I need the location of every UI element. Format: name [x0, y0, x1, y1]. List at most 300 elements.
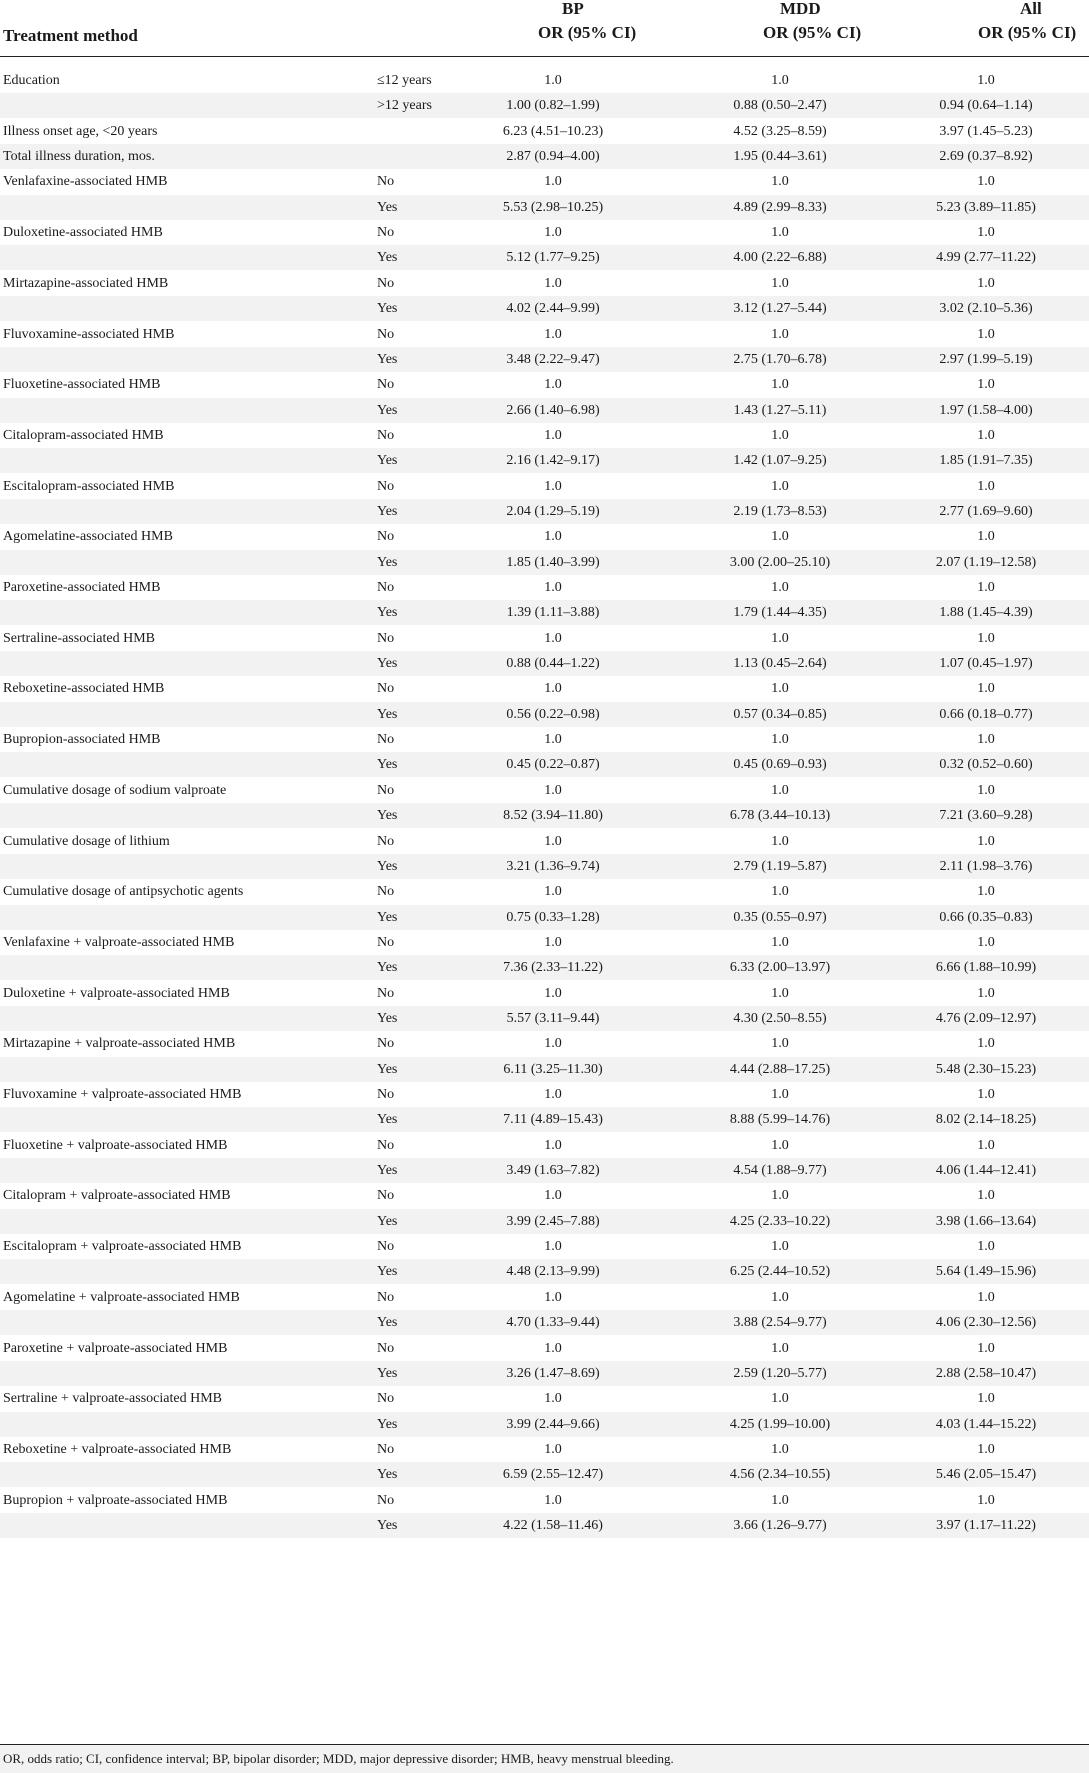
table-row: [0, 1183, 1089, 1208]
cell-bp: 1.0: [544, 1087, 562, 1102]
table-row: [0, 981, 1089, 1006]
cell-all: 1.0: [977, 377, 995, 393]
cell-all: 5.64 (1.49–15.96): [935, 1264, 1037, 1280]
row-level: No: [377, 1087, 395, 1102]
row-level: Yes: [377, 402, 398, 418]
row-level: >12 years: [377, 98, 432, 114]
row-label: Fluoxetine-associated HMB: [3, 377, 161, 393]
row-level: No: [377, 1289, 395, 1305]
row-level: No: [377, 1137, 395, 1153]
cell-all: 1.0: [977, 782, 995, 798]
table-row: [0, 169, 1089, 194]
row-label: Paroxetine-associated HMB: [3, 580, 161, 595]
cell-all: 5.46 (2.05–15.47): [935, 1467, 1037, 1483]
cell-bp: 1.00 (0.82–1.99): [506, 98, 600, 114]
cell-bp: 6.11 (3.25–11.30): [503, 1061, 603, 1077]
cell-all: 4.99 (2.77–11.22): [936, 250, 1036, 266]
row-level: Yes: [377, 757, 398, 773]
row-level: Yes: [377, 960, 398, 976]
cell-bp: 0.56 (0.22–0.98): [506, 706, 600, 722]
cell-all: 1.0: [977, 833, 995, 849]
cell-bp: 2.66 (1.40–6.98): [506, 402, 600, 418]
cell-all: 1.0: [977, 1188, 995, 1204]
table-row: [0, 245, 1089, 270]
row-level: Yes: [377, 605, 398, 621]
cell-all: 1.0: [977, 630, 995, 646]
cell-all: 1.0: [977, 580, 995, 595]
row-label: Illness onset age, <20 years: [3, 123, 158, 139]
table-row: [0, 119, 1089, 144]
cell-all: 1.0: [977, 1239, 995, 1255]
cell-mdd: 1.0: [771, 326, 789, 342]
cell-bp: 1.0: [544, 1340, 562, 1356]
cell-all: 5.48 (2.30–15.23): [935, 1061, 1037, 1077]
cell-all: 1.0: [977, 732, 995, 748]
cell-mdd: 1.43 (1.27–5.11): [733, 402, 827, 418]
cell-all: 2.11 (1.98–3.76): [939, 858, 1033, 874]
row-level: Yes: [377, 656, 398, 672]
table-row: [0, 398, 1089, 423]
table-row: [0, 1437, 1089, 1462]
table-row: [0, 220, 1089, 245]
row-level: Yes: [377, 554, 398, 570]
row-level: ≤12 years: [377, 73, 432, 88]
cell-all: 1.0: [977, 1492, 995, 1508]
cell-bp: 4.02 (2.44–9.99): [506, 301, 600, 317]
cell-all: 1.0: [977, 326, 995, 342]
cell-all: 3.02 (2.10–5.36): [939, 301, 1033, 317]
cell-bp: 6.23 (4.51–10.23): [502, 123, 604, 139]
cell-mdd: 0.57 (0.34–0.85): [733, 706, 827, 722]
cell-bp: 1.0: [544, 833, 562, 849]
table-row: [0, 1133, 1089, 1158]
cell-all: 1.0: [977, 884, 995, 900]
cell-all: 0.66 (0.35–0.83): [939, 909, 1033, 925]
cell-bp: 5.12 (1.77–9.25): [506, 250, 600, 266]
table-row: [0, 423, 1089, 448]
row-label: Paroxetine + valproate-associated HMB: [3, 1340, 228, 1356]
row-level: Yes: [377, 858, 398, 874]
cell-mdd: 1.0: [771, 275, 789, 291]
cell-bp: 3.99 (2.44–9.66): [506, 1416, 600, 1432]
header-mdd: MDD: [780, 0, 821, 18]
cell-mdd: 1.0: [771, 1087, 789, 1102]
row-level: Yes: [377, 199, 398, 215]
cell-mdd: 0.45 (0.69–0.93): [733, 757, 827, 773]
cell-all: 5.23 (3.89–11.85): [936, 199, 1036, 215]
table-row: [0, 1006, 1089, 1031]
table-row: [0, 524, 1089, 549]
cell-mdd: 8.88 (5.99–14.76): [729, 1112, 831, 1128]
row-label: Fluoxetine + valproate-associated HMB: [3, 1137, 228, 1153]
cell-bp: 3.99 (2.45–7.88): [506, 1213, 600, 1229]
cell-mdd: 6.25 (2.44–10.52): [729, 1264, 831, 1280]
row-level: Yes: [377, 351, 398, 367]
cell-mdd: 1.0: [771, 884, 789, 900]
row-level: Yes: [377, 301, 398, 317]
row-level: No: [377, 580, 395, 595]
row-level: No: [377, 1340, 395, 1356]
header-mdd-or-ci: OR (95% CI): [763, 23, 862, 42]
cell-bp: 1.0: [544, 427, 562, 443]
table-row: [0, 1310, 1089, 1335]
cell-mdd: 1.0: [771, 1289, 789, 1305]
row-label: Cumulative dosage of antipsychotic agents: [3, 884, 244, 900]
table-row: [0, 1031, 1089, 1056]
cell-mdd: 1.0: [771, 833, 789, 849]
row-level: Yes: [377, 1264, 398, 1280]
cell-mdd: 1.0: [771, 427, 789, 443]
cell-bp: 5.53 (2.98–10.25): [502, 199, 604, 215]
cell-bp: 0.45 (0.22–0.87): [506, 757, 600, 773]
cell-all: 2.77 (1.69–9.60): [939, 503, 1033, 519]
row-level: No: [377, 1391, 395, 1407]
row-level: Yes: [377, 1416, 398, 1432]
cell-bp: 3.26 (1.47–8.69): [506, 1365, 600, 1381]
cell-bp: 7.11 (4.89–15.43): [503, 1112, 603, 1128]
cell-mdd: 1.0: [771, 1391, 789, 1407]
table-row: [0, 499, 1089, 524]
cell-bp: 2.87 (0.94–4.00): [506, 149, 600, 165]
cell-bp: 3.48 (2.22–9.47): [506, 351, 600, 367]
cell-mdd: 1.0: [771, 225, 789, 241]
table-row: [0, 144, 1089, 169]
cell-all: 4.06 (2.30–12.56): [935, 1315, 1037, 1331]
cell-bp: 1.0: [544, 1036, 562, 1052]
cell-mdd: 4.52 (3.25–8.59): [733, 123, 827, 139]
row-label: Fluvoxamine-associated HMB: [3, 326, 175, 342]
row-level: No: [377, 782, 395, 798]
cell-all: 1.0: [977, 1391, 995, 1407]
cell-mdd: 2.75 (1.70–6.78): [733, 351, 827, 367]
cell-all: 1.0: [977, 681, 995, 697]
table-row: [0, 372, 1089, 397]
row-level: No: [377, 225, 395, 241]
header-bp: BP: [562, 0, 584, 18]
row-label: Agomelatine-associated HMB: [3, 529, 173, 545]
cell-all: 0.66 (0.18–0.77): [939, 706, 1033, 722]
table-row: [0, 803, 1089, 828]
table-row: [0, 651, 1089, 676]
table-row: [0, 448, 1089, 473]
cell-bp: 8.52 (3.94–11.80): [503, 808, 603, 824]
cell-all: 1.0: [977, 529, 995, 545]
cell-mdd: 2.19 (1.73–8.53): [733, 503, 827, 519]
row-level: No: [377, 529, 395, 545]
cell-bp: 1.0: [544, 985, 562, 1001]
cell-mdd: 2.79 (1.19–5.87): [733, 858, 827, 874]
row-level: Yes: [377, 1112, 398, 1128]
table-row: [0, 778, 1089, 803]
cell-bp: 1.0: [544, 1137, 562, 1153]
row-label: Escitalopram-associated HMB: [3, 478, 175, 494]
cell-bp: 1.0: [544, 275, 562, 291]
table-row: [0, 1336, 1089, 1361]
row-label: Cumulative dosage of lithium: [3, 833, 170, 849]
table-row: [0, 322, 1089, 347]
row-label: Venlafaxine + valproate-associated HMB: [3, 934, 235, 950]
cell-mdd: 6.33 (2.00–13.97): [729, 960, 831, 976]
cell-all: 2.97 (1.99–5.19): [939, 351, 1033, 367]
cell-bp: 1.85 (1.40–3.99): [506, 554, 600, 570]
row-label: Sertraline + valproate-associated HMB: [3, 1391, 222, 1407]
row-level: Yes: [377, 1467, 398, 1483]
cell-mdd: 3.12 (1.27–5.44): [733, 301, 827, 317]
row-label: Education: [3, 73, 60, 88]
cell-bp: 3.21 (1.36–9.74): [506, 858, 600, 874]
cell-all: 4.06 (1.44–12.41): [935, 1163, 1037, 1179]
cell-bp: 1.0: [544, 681, 562, 697]
cell-all: 1.97 (1.58–4.00): [939, 402, 1033, 418]
row-label: Mirtazapine-associated HMB: [3, 275, 169, 291]
row-label: Reboxetine + valproate-associated HMB: [3, 1441, 232, 1457]
cell-bp: 1.0: [544, 1239, 562, 1255]
cell-bp: 1.0: [544, 225, 562, 241]
table-row: [0, 1488, 1089, 1513]
cell-mdd: 1.0: [771, 529, 789, 545]
cell-all: 2.07 (1.19–12.58): [935, 554, 1037, 570]
row-level: No: [377, 275, 395, 291]
cell-mdd: 1.0: [771, 1340, 789, 1356]
cell-mdd: 1.79 (1.44–4.35): [733, 605, 827, 621]
table-row: [0, 879, 1089, 904]
table-row: [0, 930, 1089, 955]
cell-all: 1.0: [977, 73, 995, 88]
row-label: Sertraline-associated HMB: [3, 630, 156, 646]
cell-bp: 1.0: [544, 934, 562, 950]
row-level: No: [377, 1188, 395, 1204]
cell-mdd: 1.0: [771, 732, 789, 748]
table-row: [0, 905, 1089, 930]
cell-mdd: 4.54 (1.88–9.77): [733, 1163, 827, 1179]
cell-mdd: 0.35 (0.55–0.97): [733, 909, 827, 925]
table-row: [0, 1386, 1089, 1411]
cell-bp: 1.39 (1.11–3.88): [506, 605, 600, 621]
cell-bp: 1.0: [544, 630, 562, 646]
row-level: Yes: [377, 1315, 398, 1331]
cell-mdd: 1.0: [771, 1441, 789, 1457]
header-all-or-ci: OR (95% CI): [978, 23, 1077, 42]
table-row: [0, 296, 1089, 321]
table-row: [0, 1361, 1089, 1386]
cell-all: 1.88 (1.45–4.39): [939, 605, 1033, 621]
cell-all: 4.76 (2.09–12.97): [935, 1010, 1037, 1026]
cell-mdd: 1.0: [771, 1137, 789, 1153]
table-row: [0, 752, 1089, 777]
row-label: Venlafaxine-associated HMB: [3, 174, 168, 190]
row-level: Yes: [377, 1010, 398, 1026]
table-row: [0, 854, 1089, 879]
cell-bp: 1.0: [544, 478, 562, 494]
row-level: No: [377, 833, 395, 849]
cell-all: 1.0: [977, 225, 995, 241]
cell-mdd: 3.88 (2.54–9.77): [733, 1315, 827, 1331]
cell-mdd: 4.89 (2.99–8.33): [733, 199, 827, 215]
row-label: Total illness duration, mos.: [3, 149, 155, 165]
cell-bp: 1.0: [544, 1492, 562, 1508]
row-level: Yes: [377, 1365, 398, 1381]
footnote-text: OR, odds ratio; CI, confidence interval; BP, bipolar disorder; MDD, major depressive disorder; HMB, heavy menstrual bleeding.: [3, 1751, 674, 1766]
cell-all: 6.66 (1.88–10.99): [935, 960, 1037, 976]
table-row: [0, 347, 1089, 372]
header-treatment-method: Treatment method: [3, 26, 138, 45]
cell-mdd: 1.0: [771, 782, 789, 798]
table-row: [0, 271, 1089, 296]
row-level: Yes: [377, 250, 398, 266]
cell-all: 7.21 (3.60–9.28): [939, 808, 1033, 824]
cell-all: 3.98 (1.66–13.64): [935, 1213, 1037, 1229]
cell-bp: 1.0: [544, 1441, 562, 1457]
cell-bp: 2.16 (1.42–9.17): [506, 453, 600, 469]
row-level: No: [377, 427, 395, 443]
cell-all: 4.03 (1.44–15.22): [935, 1416, 1037, 1432]
row-label: Citalopram + valproate-associated HMB: [3, 1188, 231, 1204]
cell-bp: 6.59 (2.55–12.47): [502, 1467, 604, 1483]
cell-mdd: 1.42 (1.07–9.25): [733, 453, 827, 469]
row-label: Duloxetine + valproate-associated HMB: [3, 985, 230, 1001]
table-row: [0, 626, 1089, 651]
cell-bp: 1.0: [544, 884, 562, 900]
cell-bp: 1.0: [544, 580, 562, 595]
cell-mdd: 1.0: [771, 934, 789, 950]
cell-all: 1.0: [977, 1340, 995, 1356]
cell-bp: 4.22 (1.58–11.46): [503, 1517, 603, 1533]
cell-all: 1.07 (0.45–1.97): [939, 656, 1033, 672]
row-label: Bupropion-associated HMB: [3, 732, 161, 748]
row-level: Yes: [377, 1061, 398, 1077]
header-bp-or-ci: OR (95% CI): [538, 23, 637, 42]
cell-mdd: 1.0: [771, 1492, 789, 1508]
table-row: [0, 474, 1089, 499]
cell-mdd: 1.0: [771, 681, 789, 697]
header-all: All: [1020, 0, 1042, 18]
cell-all: 1.0: [977, 427, 995, 443]
cell-all: 1.0: [977, 934, 995, 950]
cell-bp: 0.75 (0.33–1.28): [506, 909, 600, 925]
cell-all: 3.97 (1.17–11.22): [936, 1517, 1036, 1533]
cell-bp: 1.0: [544, 1391, 562, 1407]
cell-mdd: 3.66 (1.26–9.77): [733, 1517, 827, 1533]
cell-mdd: 2.59 (1.20–5.77): [733, 1365, 827, 1381]
cell-mdd: 4.25 (1.99–10.00): [729, 1416, 831, 1432]
cell-all: 1.0: [977, 174, 995, 190]
table-row: [0, 829, 1089, 854]
cell-mdd: 1.0: [771, 630, 789, 646]
table-row: [0, 1462, 1089, 1487]
cell-all: 1.0: [977, 1036, 995, 1052]
cell-bp: 2.04 (1.29–5.19): [506, 503, 600, 519]
table-row: [0, 195, 1089, 220]
cell-all: 1.85 (1.91–7.35): [939, 453, 1033, 469]
cell-all: 1.0: [977, 1441, 995, 1457]
row-level: Yes: [377, 453, 398, 469]
table-row: [0, 1259, 1089, 1284]
cell-mdd: 1.0: [771, 1188, 789, 1204]
cell-bp: 1.0: [544, 174, 562, 190]
cell-bp: 1.0: [544, 1188, 562, 1204]
cell-mdd: 1.0: [771, 985, 789, 1001]
cell-all: 0.32 (0.52–0.60): [939, 757, 1033, 773]
table-row: [0, 1158, 1089, 1183]
row-level: No: [377, 1036, 395, 1052]
table-row: [0, 600, 1089, 625]
row-label: Agomelatine + valproate-associated HMB: [3, 1289, 240, 1305]
cell-all: 1.0: [977, 985, 995, 1001]
cell-all: 1.0: [977, 1087, 995, 1102]
row-level: Yes: [377, 1517, 398, 1533]
row-level: No: [377, 1492, 395, 1508]
table-row: [0, 1082, 1089, 1107]
row-label: Duloxetine-associated HMB: [3, 225, 163, 241]
cell-mdd: 0.88 (0.50–2.47): [733, 98, 827, 114]
cell-bp: 7.36 (2.33–11.22): [503, 960, 603, 976]
cell-mdd: 1.0: [771, 1036, 789, 1052]
row-level: No: [377, 681, 395, 697]
cell-bp: 1.0: [544, 1289, 562, 1305]
row-label: Fluvoxamine + valproate-associated HMB: [3, 1087, 242, 1102]
table-row: [0, 550, 1089, 575]
row-level: No: [377, 630, 395, 646]
row-level: No: [377, 377, 395, 393]
row-label: Cumulative dosage of sodium valproate: [3, 782, 227, 798]
cell-all: 2.88 (2.58–10.47): [935, 1365, 1037, 1381]
cell-bp: 0.88 (0.44–1.22): [506, 656, 600, 672]
cell-bp: 1.0: [544, 529, 562, 545]
row-label: Reboxetine-associated HMB: [3, 681, 165, 697]
cell-mdd: 4.30 (2.50–8.55): [733, 1010, 827, 1026]
row-label: Citalopram-associated HMB: [3, 427, 164, 443]
cell-mdd: 1.0: [771, 174, 789, 190]
row-level: No: [377, 326, 395, 342]
row-level: No: [377, 732, 395, 748]
table-row: [0, 1285, 1089, 1310]
table-row: [0, 1513, 1089, 1538]
cell-mdd: 1.13 (0.45–2.64): [733, 656, 827, 672]
cell-bp: 4.70 (1.33–9.44): [506, 1315, 600, 1331]
cell-bp: 1.0: [544, 326, 562, 342]
row-level: Yes: [377, 503, 398, 519]
row-level: No: [377, 174, 395, 190]
cell-mdd: 6.78 (3.44–10.13): [729, 808, 831, 824]
row-level: No: [377, 1441, 395, 1457]
cell-all: 8.02 (2.14–18.25): [935, 1112, 1037, 1128]
cell-mdd: 1.0: [771, 478, 789, 494]
cell-all: 3.97 (1.45–5.23): [939, 123, 1033, 139]
cell-bp: 3.49 (1.63–7.82): [506, 1163, 600, 1179]
cell-mdd: 1.0: [771, 377, 789, 393]
table-row: [0, 1209, 1089, 1234]
row-level: No: [377, 478, 395, 494]
cell-all: 2.69 (0.37–8.92): [939, 149, 1033, 165]
table-row: [0, 676, 1089, 701]
cell-bp: 1.0: [544, 73, 562, 88]
cell-all: 1.0: [977, 478, 995, 494]
row-level: Yes: [377, 808, 398, 824]
row-level: Yes: [377, 706, 398, 722]
cell-all: 1.0: [977, 1289, 995, 1305]
table-row: [0, 1057, 1089, 1082]
cell-mdd: 1.0: [771, 73, 789, 88]
cell-bp: 1.0: [544, 732, 562, 748]
row-level: Yes: [377, 1213, 398, 1229]
row-level: No: [377, 884, 395, 900]
table-row: [0, 702, 1089, 727]
cell-mdd: 1.95 (0.44–3.61): [733, 149, 827, 165]
table-row: [0, 955, 1089, 980]
table-header: [0, 0, 1089, 57]
row-label: Escitalopram + valproate-associated HMB: [3, 1239, 242, 1255]
table-footnote: [0, 1744, 1089, 1773]
